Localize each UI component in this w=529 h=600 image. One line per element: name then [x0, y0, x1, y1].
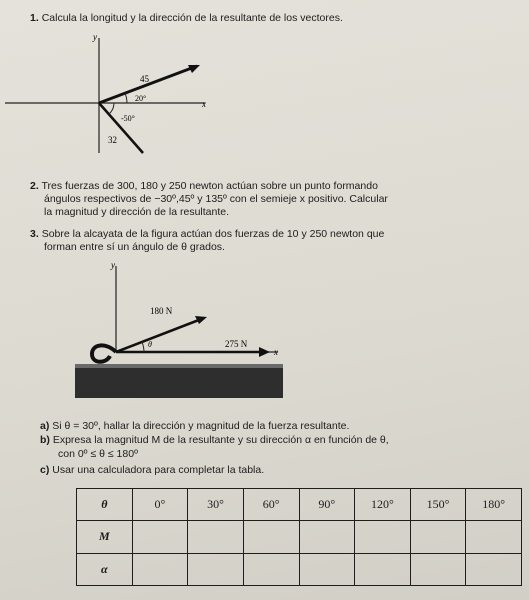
table-cell[interactable] — [410, 521, 466, 553]
hook-figure — [70, 256, 290, 406]
force-275-label: 275 N — [225, 339, 248, 349]
values-table — [76, 488, 522, 586]
table-cell[interactable] — [299, 553, 355, 585]
problem-1-statement — [30, 12, 343, 25]
table-header-cell: 90° — [299, 489, 355, 521]
problem-3-number: 3. — [30, 228, 39, 240]
part-b — [40, 434, 389, 447]
part-c-text: Usar una calculadora para completar la tabla. — [52, 464, 265, 476]
theta-arc — [142, 342, 144, 352]
wall-block — [75, 364, 283, 398]
part-c — [40, 464, 264, 477]
table-cell[interactable] — [466, 553, 522, 585]
figure-1-x-label: x — [202, 99, 206, 109]
table-header-row — [77, 489, 522, 521]
problem-1-text: Calcula la longitud y la dirección de la resultante de los vectores. — [41, 12, 343, 24]
problem-3-text-1: Sobre la alcayata de la figura actúan dos fuerzas de 10 y 250 newton que — [41, 228, 385, 240]
table-cell[interactable] — [243, 521, 299, 553]
problem-1-number: 1. — [30, 12, 39, 24]
problem-2-line-1 — [30, 180, 378, 193]
part-a-text: Si θ = 30º, hallar la dirección y magnitud de la fuerza resultante. — [52, 420, 350, 432]
angle-arc-20 — [125, 93, 127, 103]
table-cell[interactable] — [410, 553, 466, 585]
table-cell[interactable] — [299, 521, 355, 553]
table-header-cell: 30° — [188, 489, 244, 521]
part-a — [40, 420, 349, 433]
vector-a-angle: 20° — [135, 94, 147, 103]
table-row-alpha — [77, 553, 522, 585]
hook-icon — [92, 345, 116, 361]
table-cell[interactable] — [188, 553, 244, 585]
wall-surface — [75, 364, 283, 368]
table-header-cell: 120° — [355, 489, 411, 521]
table-header-cell: 0° — [132, 489, 188, 521]
problem-2-line-2: ángulos respectivos de −30º,45º y 135º con el semieje x positivo. Calcular — [44, 193, 388, 205]
table-row-label-alpha: α — [77, 553, 133, 585]
table-row-label-m: M — [77, 521, 133, 553]
vector-b-arrow — [99, 103, 143, 153]
part-b-text-2: con 0º ≤ θ ≤ 180º — [58, 448, 138, 460]
table-cell[interactable] — [132, 553, 188, 585]
table-header-cell: 180° — [466, 489, 522, 521]
table-row-m — [77, 521, 522, 553]
table-cell[interactable] — [466, 521, 522, 553]
table-cell[interactable] — [355, 553, 411, 585]
problem-2-line-3: la magnitud y dirección de la resultante. — [44, 206, 230, 218]
problem-3-line-2: forman entre sí un ángulo de θ grados. — [44, 241, 225, 253]
part-c-label: c) — [40, 464, 50, 476]
table-cell[interactable] — [132, 521, 188, 553]
vector-b-magnitude: 32 — [108, 135, 117, 145]
problem-3-line-1 — [30, 228, 384, 241]
force-180-label: 180 N — [150, 306, 173, 316]
vector-a-magnitude: 45 — [140, 74, 149, 84]
theta-label: θ — [148, 340, 152, 349]
part-b-label: b) — [40, 434, 50, 446]
force-275-arrowhead — [259, 347, 270, 357]
figure-1-y-label: y — [93, 32, 97, 42]
vector-figure-1 — [0, 28, 230, 158]
angle-arc-50 — [109, 103, 114, 114]
table-header-cell: 60° — [243, 489, 299, 521]
table-cell[interactable] — [355, 521, 411, 553]
problem-2-number: 2. — [30, 180, 39, 192]
vector-a-arrow — [99, 66, 197, 103]
force-180-arrow — [116, 318, 204, 352]
vector-b-angle: -50° — [121, 114, 135, 123]
table-header-cell: θ — [77, 489, 133, 521]
part-a-label: a) — [40, 420, 50, 432]
figure-3-y-label: y — [111, 260, 115, 270]
table-cell[interactable] — [243, 553, 299, 585]
table-cell[interactable] — [188, 521, 244, 553]
table-header-cell: 150° — [410, 489, 466, 521]
problem-2-text-1: Tres fuerzas de 300, 180 y 250 newton actúan sobre un punto formando — [41, 180, 378, 192]
part-b-text-1: Expresa la magnitud M de la resultante y su dirección α en función de θ, — [52, 434, 389, 446]
figure-3-x-label: x — [274, 347, 278, 357]
